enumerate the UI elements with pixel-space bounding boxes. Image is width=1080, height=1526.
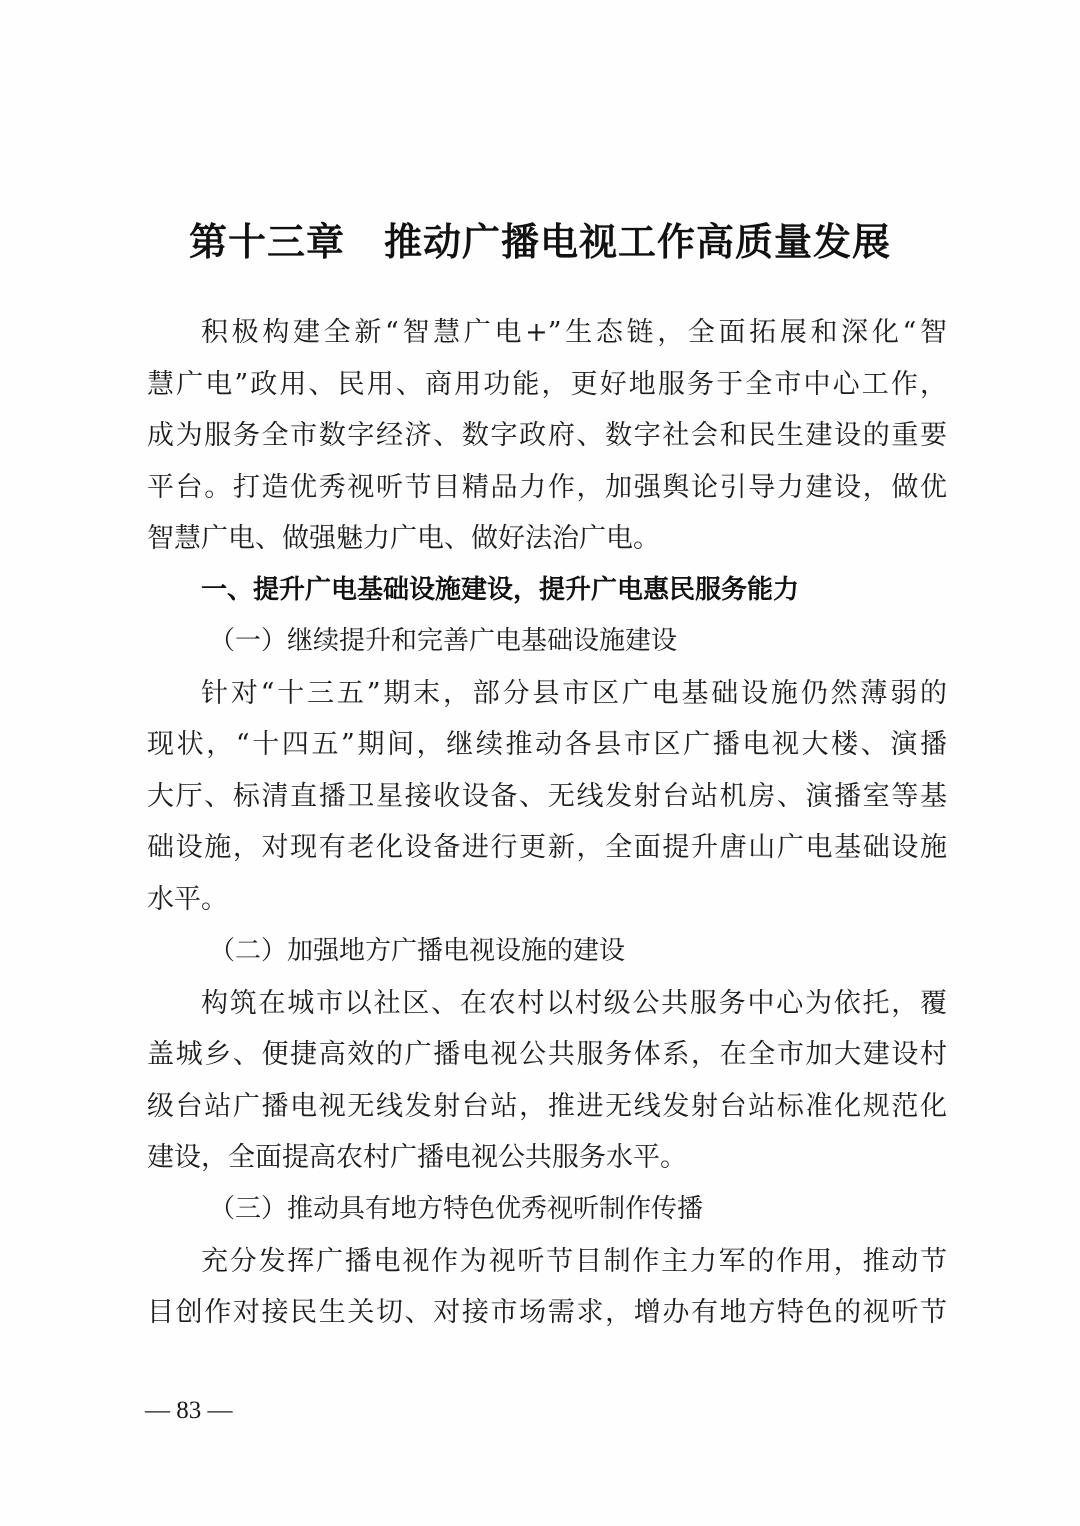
paragraph-line: 充分发挥广播电视作为视听节目制作主力军的作用，推动节 [201,1245,947,1277]
paragraph-line: 成为服务全市数字经济、数字政府、数字社会和民生建设的重要 [147,420,947,452]
section-1 [147,565,947,617]
paragraph-line: 智慧广电、做强魅力广电、做好法治广电。 [147,523,660,555]
paragraph-line: 积极构建全新“智慧广电+”生态链，全面拓展和深化“智 [201,317,947,348]
paragraph-line: 盖城乡、便捷高效的广播电视公共服务体系，在全市加大建设村 [147,1039,947,1071]
paragraph-line: 级台站广播电视无线发射台站，推进无线发射台站标准化规范化 [147,1090,947,1122]
subsection-1 [147,616,947,926]
paragraph-line: 础设施，对现有老化设备进行更新，全面提升唐山广电基础设施 [147,832,947,864]
page-number: — 83 — [145,1397,233,1424]
subsection-heading: （三）推动具有地方特色优秀视听制作传播 [209,1194,704,1224]
paragraph-line: 构筑在城市以社区、在农村以村级公共服务中心为依托，覆 [201,987,947,1019]
intro-paragraph [147,307,947,565]
subsection-3 [147,1184,947,1339]
paragraph-line: 平台。打造优秀视听节目精品力作，加强舆论引导力建设，做优 [147,471,947,503]
paragraph-line: 针对“十三五”期末，部分县市区广电基础设施仍然薄弱的 [201,677,947,709]
paragraph-line: 建设，全面提高农村广播电视公共服务水平。 [147,1142,687,1174]
subsection-2 [147,926,947,1184]
subsection-heading: （二）加强地方广播电视设施的建设 [209,936,626,966]
paragraph-line: 目创作对接民生关切、对接市场需求，增办有地方特色的视听节 [147,1297,947,1329]
section-heading: 一、提升广电基础设施建设，提升广电惠民服务能力 [201,575,800,605]
paragraph-line: 现状，“十四五”期间，继续推动各县市区广播电视大楼、演播 [147,729,947,761]
paragraph-line: 慧广电”政用、民用、商用功能，更好地服务于全市中心工作， [147,368,947,400]
chapter-title: 第十三章 推动广播电视工作高质量发展 [188,220,891,264]
paragraph-line: 水平。 [147,883,228,915]
subsection-heading: （一）继续提升和完善广电基础设施建设 [209,626,678,656]
paragraph-line: 大厅、标清直播卫星接收设备、无线发射台站机房、演播室等基 [147,780,947,812]
